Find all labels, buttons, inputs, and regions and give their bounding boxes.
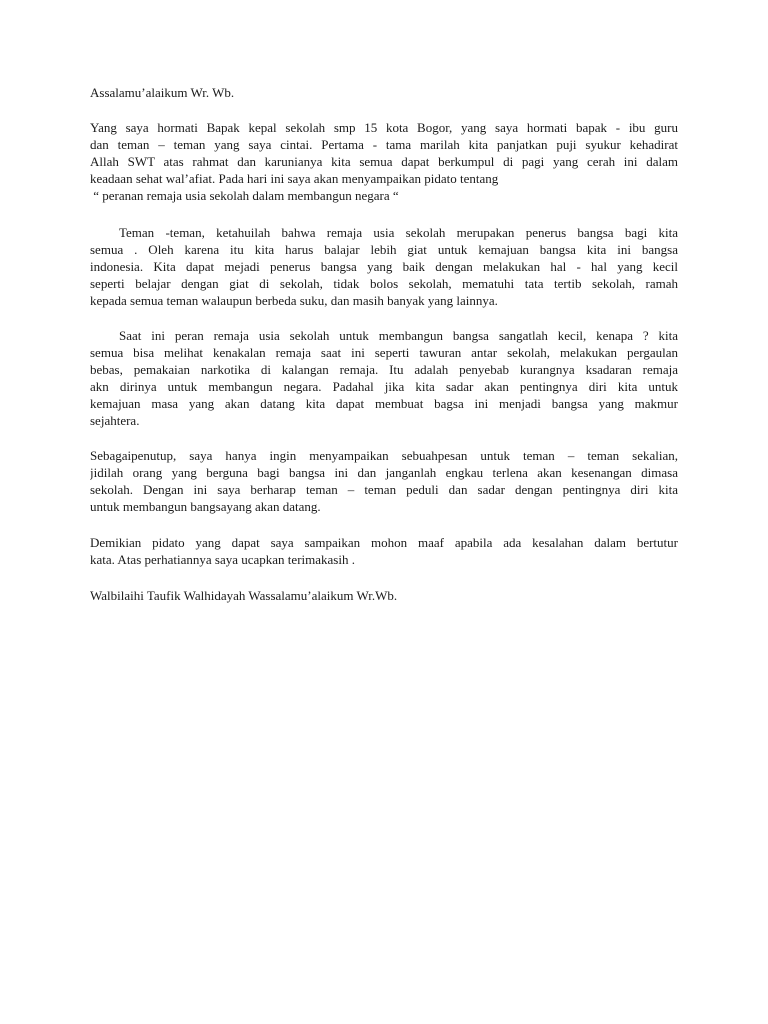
paragraph-line: sekolah. Dengan ini saya berharap teman – teman peduli dan sadar dengan pentingnya diri kita <box>90 482 678 497</box>
spacer <box>90 204 678 224</box>
speech-topic: “ peranan remaja usia sekolah dalam membangun negara “ <box>90 188 399 203</box>
paragraph-line: kemajuan masa yang akan datang kita dapat membuat bagsa ini menjadi bangsa yang makmur <box>90 396 678 411</box>
paragraph-line: kata. Atas perhatiannya saya ucapkan terimakasih . <box>90 552 355 567</box>
spacer <box>90 309 678 327</box>
paragraph-line: semua bisa melihat kenakalan remaja saat ini seperti tawuran antar sekolah, melakukan pergaulan <box>90 345 678 360</box>
paragraph-3 <box>90 447 678 515</box>
paragraph-line: Demikian pidato yang dapat saya sampaikan mohon maaf apabila ada kesalahan dalam bertutur <box>90 535 678 550</box>
paragraph-line: akn dirinya untuk membangun negara. Padahal jika kita sadar akan pentingnya diri kita untuk <box>90 379 678 394</box>
spacer <box>90 568 678 587</box>
paragraph-line: kepada semua teman walaupun berbeda suku, dan masih banyak yang lainnya. <box>90 293 498 308</box>
greeting: Assalamu’alaikum Wr. Wb. <box>90 85 235 100</box>
spacer <box>90 515 678 534</box>
paragraph-line: Teman -teman, ketahuilah bahwa remaja usia sekolah merupakan penerus bangsa bagi kita <box>119 225 678 240</box>
intro-line: dan teman – teman yang saya cintai. Pertama - tama marilah kita panjatkan puji syukur kehadirat <box>90 137 678 152</box>
paragraph-line: sejahtera. <box>90 413 140 428</box>
paragraph-line: semua . Oleh karena itu kita harus balajar lebih giat untuk kemajuan bangsa kita ini bangsa <box>90 242 678 257</box>
spacer <box>90 429 678 447</box>
paragraph-4 <box>90 534 678 568</box>
closing-salutation: Walbilaihi Taufik Walhidayah Wassalamu’alaikum Wr.Wb. <box>90 588 398 603</box>
intro-paragraph <box>90 119 678 204</box>
intro-line: Allah SWT atas rahmat dan karunianya kita semua dapat berkumpul di pagi yang cerah ini dalam <box>90 154 678 169</box>
paragraph-2 <box>90 327 678 429</box>
paragraph-line: seperti belajar dengan giat di sekolah, tidak bolos sekolah, mematuhi tata tertib sekolah, ramah <box>90 276 678 291</box>
spacer <box>90 101 678 119</box>
intro-line: keadaan sehat wal’afiat. Pada hari ini saya akan menyampaikan pidato tentang <box>90 171 499 186</box>
paragraph-line: Saat ini peran remaja usia sekolah untuk membangun bangsa sangatlah kecil, kenapa ? kita <box>119 328 678 343</box>
document-page <box>90 84 678 604</box>
intro-line: Yang saya hormati Bapak kepal sekolah smp 15 kota Bogor, yang saya hormati bapak - ibu guru <box>90 120 678 135</box>
paragraph-line: bebas, pemakaian narkotika di kalangan remaja. Itu adalah penyebab kurangnya ksadaran remaja <box>90 362 678 377</box>
paragraph-line: untuk membangun bangsayang akan datang. <box>90 499 321 514</box>
paragraph-line: indonesia. Kita dapat mejadi penerus bangsa yang baik dengan melakukan hal - hal yang kecil <box>90 259 678 274</box>
paragraph-line: Sebagaipenutup, saya hanya ingin menyampaikan sebuahpesan untuk teman – teman sekalian, <box>90 448 678 463</box>
paragraph-line: jidilah orang yang berguna bagi bangsa ini dan janganlah engkau terlena akan kesenangan dimasa <box>90 465 678 480</box>
paragraph-1 <box>90 224 678 309</box>
